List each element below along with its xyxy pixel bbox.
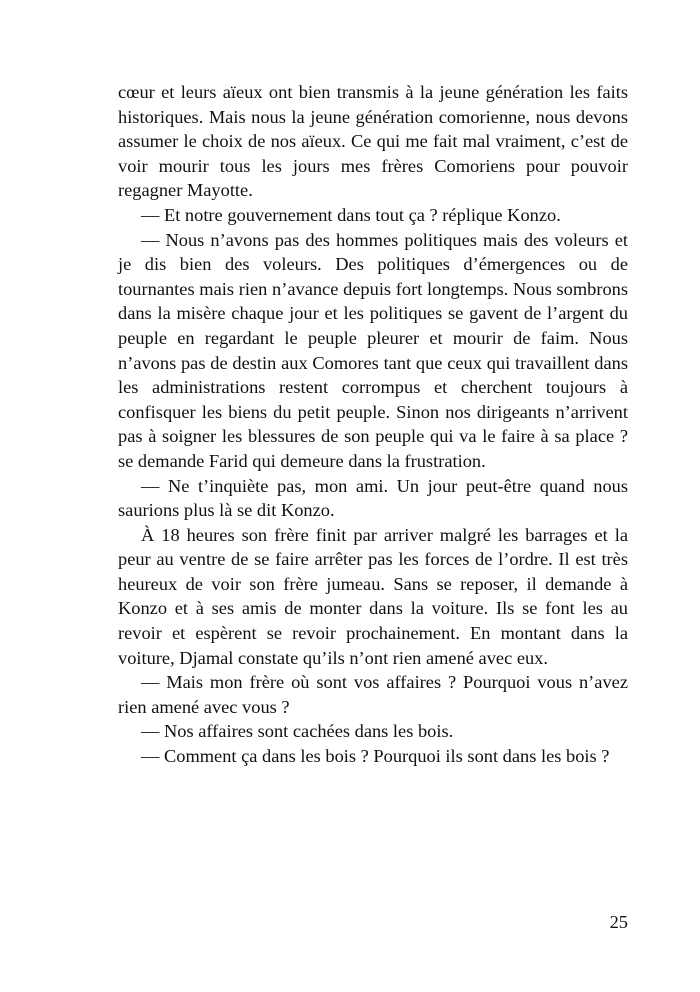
page-body xyxy=(118,80,628,769)
paragraph-dialogue: — Comment ça dans les bois ? Pourquoi ils sont dans les bois ? xyxy=(141,746,610,767)
paragraph-dialogue: — Et notre gouvernement dans tout ça ? réplique Konzo. xyxy=(141,204,561,225)
paragraph-dialogue: — Ne t’inquiète pas, mon ami. Un jour peut-être quand nous saurions plus là se dit Konzo. xyxy=(118,475,628,521)
paragraph-dialogue: — Nous n’avons pas des hommes politiques mais des voleurs et je dis bien des voleurs. Des politiques d’émergences ou de tournantes mais rien n’avance depuis fort longtemps. Nous sombrons dans la misère chaque jour et les politiques se gavent de l’argent du peuple en regardant le peuple pleurer et mourir de faim. Nous n’avons pas de destin aux Comores tant que ceux qui travaillent dans les administrations restent corrompus et cherchent toujours à confisquer les biens du petit peuple. Sinon nos dirigeants n’arrivent pas à soigner les blessures de son peuple qui va le faire à sa place ? se demande Farid qui demeure dans la frustration. xyxy=(118,229,628,471)
paragraph-narration: À 18 heures son frère finit par arriver malgré les barrages et la peur au ventre de se faire arrêter pas les forces de l’ordre. Il est très heureux de voir son frère jumeau. Sans se reposer, il demande à Konzo et à ses amis de monter dans la voiture. Ils se font les au revoir et espèrent se revoir prochainement. En montant dans la voiture, Djamal constate qu’ils n’ont rien amené avec eux. xyxy=(118,524,628,668)
paragraph-continuation: cœur et leurs aïeux ont bien transmis à la jeune génération les faits historiques. Mais nous la jeune génération comorienne, nous devons assumer le choix de nos aïeux. Ce qui me fait mal vraiment, c’est de voir mourir tous les jours mes frères Comoriens pour pouvoir regagner Mayotte. xyxy=(118,82,628,201)
paragraph-dialogue: — Mais mon frère où sont vos affaires ? Pourquoi vous n’avez rien amené avec vous ? xyxy=(118,672,628,717)
paragraph-dialogue: — Nos affaires sont cachées dans les bois. xyxy=(141,721,454,742)
page-number: 25 xyxy=(609,912,628,932)
